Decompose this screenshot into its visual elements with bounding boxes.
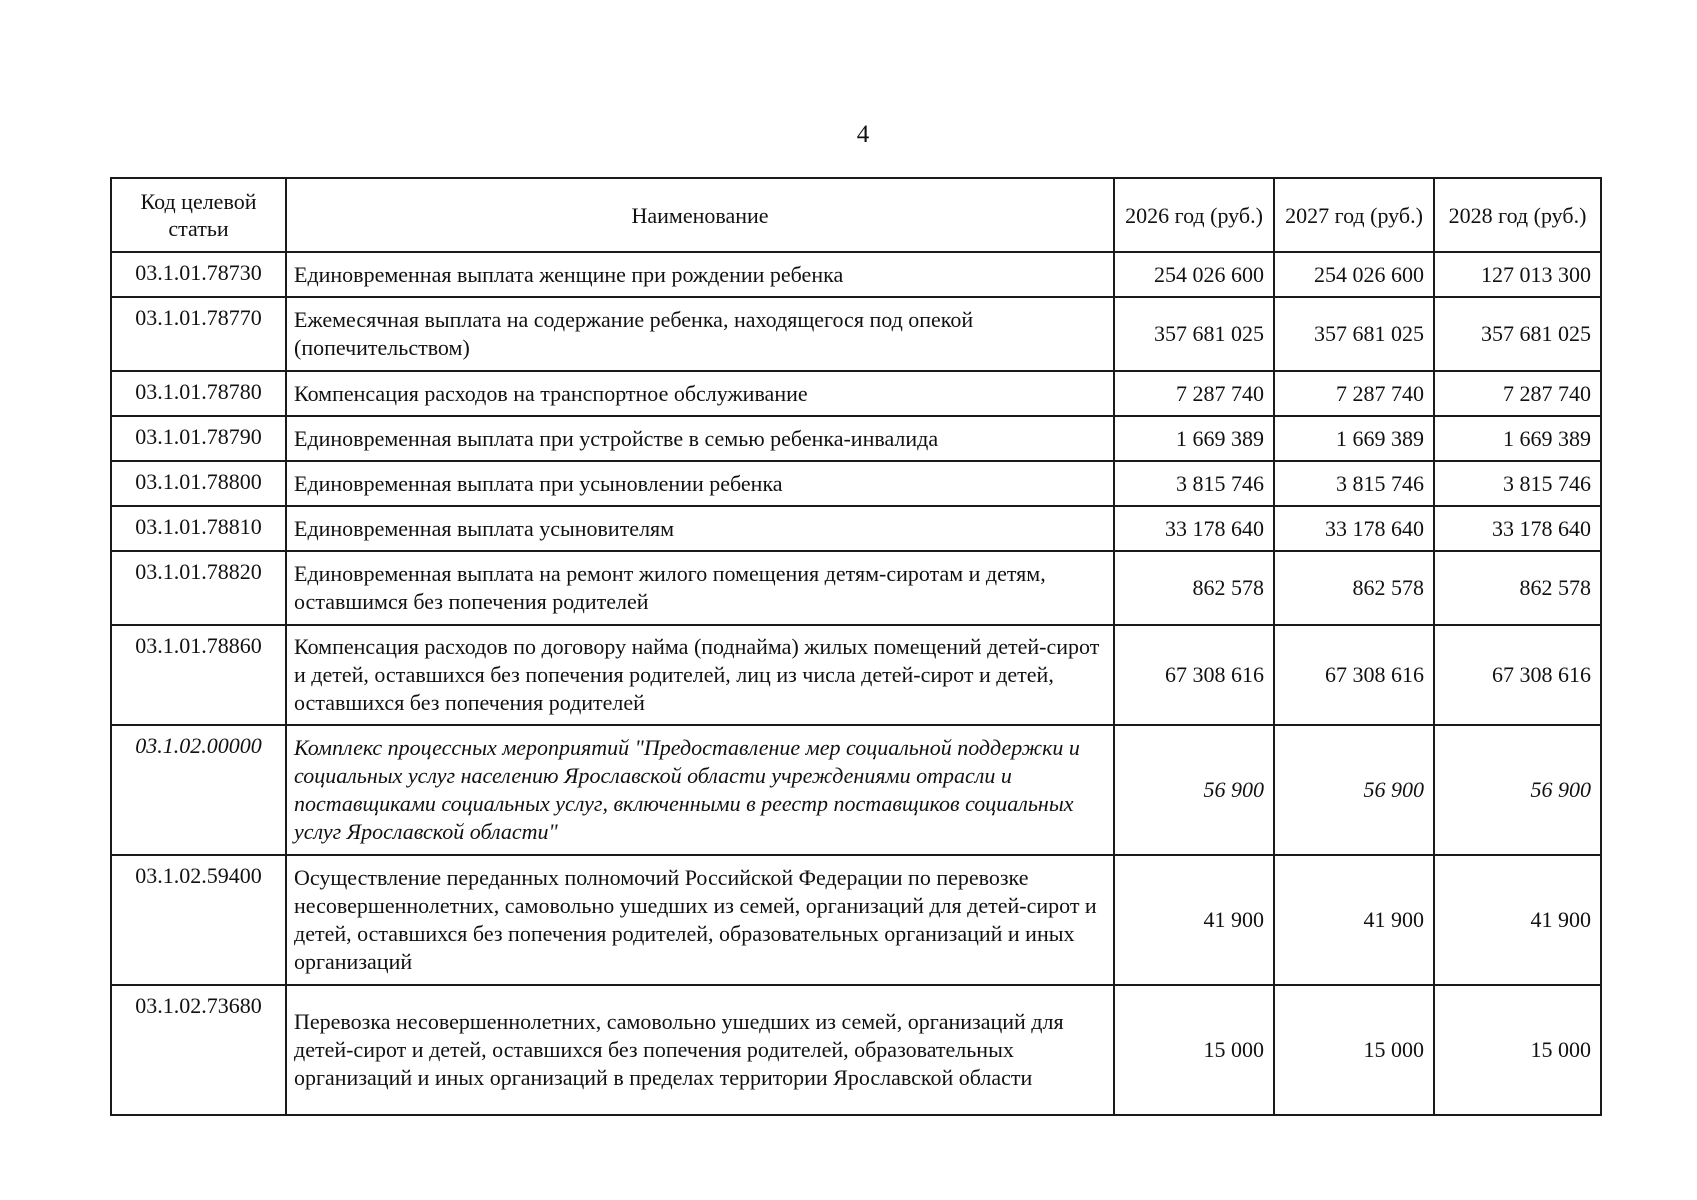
table-row	[111, 625, 1601, 725]
row-name: Единовременная выплата на ремонт жилого помещения детям-сиротам и детям, оставшимся без попечения родителей	[286, 551, 1114, 625]
row-name: Осуществление переданных полномочий Российской Федерации по перевозке несовершеннолетних, самовольно ушедших из семей, организаций для детей-сирот и детей, оставшихся без попечения родителей, образовательных организаций и иных организаций	[286, 855, 1114, 985]
row-code: 03.1.01.78860	[111, 625, 286, 725]
row-value-2027: 41 900	[1274, 855, 1434, 985]
row-value-2027: 33 178 640	[1274, 506, 1434, 551]
row-value-2026: 67 308 616	[1114, 625, 1274, 725]
table-row	[111, 371, 1601, 416]
row-value-2028: 127 013 300	[1434, 252, 1601, 297]
table-row	[111, 855, 1601, 985]
table-row	[111, 297, 1601, 371]
row-value-2028: 41 900	[1434, 855, 1601, 985]
row-value-2026: 33 178 640	[1114, 506, 1274, 551]
row-name: Единовременная выплата усыновителям	[286, 506, 1114, 551]
row-value-2026: 1 669 389	[1114, 416, 1274, 461]
row-code: 03.1.01.78770	[111, 297, 286, 371]
header-2027: 2027 год (руб.)	[1274, 178, 1434, 252]
table-row	[111, 985, 1601, 1115]
table-row	[111, 506, 1601, 551]
row-name: Комплекс процессных мероприятий "Предоставление мер социальной поддержки и социальных услуг населению Ярославской области учреждениями отрасли и поставщиками социальных услуг, включенными в реестр поставщиков социальных услуг Ярославской области"	[286, 725, 1114, 855]
row-value-2027: 862 578	[1274, 551, 1434, 625]
row-name: Компенсация расходов на транспортное обслуживание	[286, 371, 1114, 416]
row-value-2026: 56 900	[1114, 725, 1274, 855]
row-name: Единовременная выплата при устройстве в семью ребенка-инвалида	[286, 416, 1114, 461]
row-value-2028: 3 815 746	[1434, 461, 1601, 506]
row-value-2028: 357 681 025	[1434, 297, 1601, 371]
row-code: 03.1.01.78790	[111, 416, 286, 461]
row-value-2027: 254 026 600	[1274, 252, 1434, 297]
row-value-2028: 56 900	[1434, 725, 1601, 855]
row-code: 03.1.01.78800	[111, 461, 286, 506]
row-name: Компенсация расходов по договору найма (поднайма) жилых помещений детей-сирот и детей, оставшихся без попечения родителей, лиц из числа детей-сирот и детей, оставшихся без попечения родителей	[286, 625, 1114, 725]
page-number: 4	[856, 121, 870, 148]
row-name: Единовременная выплата женщине при рождении ребенка	[286, 252, 1114, 297]
row-code: 03.1.02.00000	[111, 725, 286, 855]
row-code: 03.1.02.73680	[111, 985, 286, 1115]
row-value-2027: 7 287 740	[1274, 371, 1434, 416]
row-value-2026: 41 900	[1114, 855, 1274, 985]
row-value-2027: 357 681 025	[1274, 297, 1434, 371]
row-value-2026: 7 287 740	[1114, 371, 1274, 416]
row-value-2027: 56 900	[1274, 725, 1434, 855]
row-value-2027: 15 000	[1274, 985, 1434, 1115]
row-value-2026: 357 681 025	[1114, 297, 1274, 371]
row-value-2026: 3 815 746	[1114, 461, 1274, 506]
header-code: Код целевой статьи	[111, 178, 286, 252]
row-value-2028: 33 178 640	[1434, 506, 1601, 551]
row-value-2026: 15 000	[1114, 985, 1274, 1115]
row-name: Единовременная выплата при усыновлении ребенка	[286, 461, 1114, 506]
row-value-2026: 862 578	[1114, 551, 1274, 625]
row-value-2027: 3 815 746	[1274, 461, 1434, 506]
row-code: 03.1.02.59400	[111, 855, 286, 985]
table-row	[111, 416, 1601, 461]
row-value-2028: 7 287 740	[1434, 371, 1601, 416]
row-value-2026: 254 026 600	[1114, 252, 1274, 297]
row-value-2028: 862 578	[1434, 551, 1601, 625]
table-row-subtotal	[111, 725, 1601, 855]
row-name: Ежемесячная выплата на содержание ребенка, находящегося под опекой (попечительством)	[286, 297, 1114, 371]
row-code: 03.1.01.78820	[111, 551, 286, 625]
row-value-2027: 1 669 389	[1274, 416, 1434, 461]
table-header-row	[111, 178, 1601, 252]
row-code: 03.1.01.78810	[111, 506, 286, 551]
row-name: Перевозка несовершеннолетних, самовольно ушедших из семей, организаций для детей-сирот и детей, оставшихся без попечения родителей, образовательных организаций и иных организаций в пределах территории Ярославской области	[286, 985, 1114, 1115]
header-name: Наименование	[286, 178, 1114, 252]
row-code: 03.1.01.78730	[111, 252, 286, 297]
row-value-2027: 67 308 616	[1274, 625, 1434, 725]
header-2026: 2026 год (руб.)	[1114, 178, 1274, 252]
row-value-2028: 67 308 616	[1434, 625, 1601, 725]
table-row	[111, 252, 1601, 297]
row-code: 03.1.01.78780	[111, 371, 286, 416]
table-row	[111, 551, 1601, 625]
row-value-2028: 15 000	[1434, 985, 1601, 1115]
table-row	[111, 461, 1601, 506]
row-value-2028: 1 669 389	[1434, 416, 1601, 461]
budget-table	[110, 177, 1602, 1116]
header-2028: 2028 год (руб.)	[1434, 178, 1601, 252]
